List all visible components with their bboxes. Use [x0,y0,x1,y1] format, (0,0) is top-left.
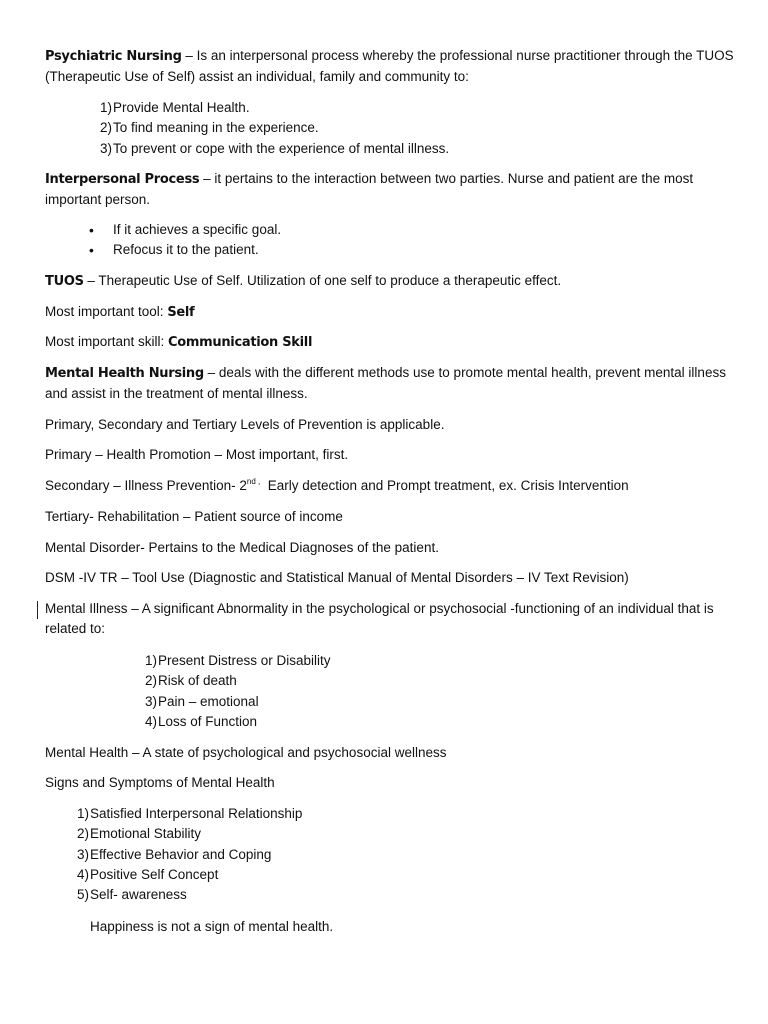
bullet-icon: • [89,242,94,259]
mental-disorder: Mental Disorder- Pertains to the Medical Diagnoses of the patient. [45,540,439,555]
psychiatric-nursing-list [88,98,449,159]
secondary-prevention: Secondary – Illness Prevention- $2^{nd ,}$ Early detection and Prompt treatment, ex. Crisis Intervention [45,477,629,493]
interpersonal-process-paragraph [45,169,735,210]
list-number: 4) [144,713,157,729]
primary-prevention: Primary – Health Promotion – Most important, first. [45,447,349,462]
list-item: 4) Positive Self Concept [65,865,302,885]
psychiatric-nursing-definition: – Is an interpersonal process whereby the professional nurse practitioner through the TUOS (Therapeutic Use of Self) assist an individual, family and community to: [45,48,734,84]
list-number: 5) [76,887,89,903]
list-item: 2) Emotional Stability [65,824,302,844]
mental-health-nursing-term: Mental Health Nursing [45,366,204,381]
interpersonal-process-term: Interpersonal Process [45,172,200,187]
list-item: 3) To prevent or cope with the experience of mental illness. [88,139,449,159]
list-item: 3) Pain – emotional [133,692,331,712]
list-item: • If it achieves a specific goal. [89,222,282,238]
list-item: 2) To find meaning in the experience. [88,118,449,138]
list-item: 4) Loss of Function [133,712,331,732]
mental-health-nursing-paragraph [45,363,735,404]
list-item: 1) Provide Mental Health. [88,98,449,118]
list-number: 2) [99,120,112,136]
interpersonal-process-definition: – it pertains to the interaction between two parties. Nurse and patient are the most important person. [45,171,694,207]
interpersonal-process-bullets [88,220,281,261]
list-number: 3) [99,140,112,156]
list-number: 1) [144,653,157,668]
tool-value: Self [167,305,195,320]
list-item: 5) Self- awareness [65,885,302,905]
mental-health-definition: Mental Health – A state of psychological and psychosocial wellness [45,745,447,760]
list-number: 2) [76,826,89,842]
list-item: 2) Risk of death [133,671,331,691]
mental-health-nursing-definition: – deals with the different methods use to promote mental health, prevent mental illness and assist in the treatment of mental illness. [45,365,726,401]
most-important-tool: Most important tool: Self [45,304,195,320]
levels-of-prevention: Primary, Secondary and Tertiary Levels of Prevention is applicable. [45,417,445,432]
list-item: 1) Present Distress or Disability [133,651,331,671]
list-number: 1) [76,806,89,821]
tuos-definition: – Therapeutic Use of Self. Utilization of one self to produce a therapeutic effect. [83,273,562,288]
psychiatric-nursing-paragraph [45,46,735,87]
psychiatric-nursing-term: Psychiatric Nursing [45,49,182,64]
list-item: 1) Satisfied Interpersonal Relationship [65,804,302,824]
skill-value: Communication Skill [168,335,313,350]
tuos-paragraph [45,271,735,292]
tuos-term: TUOS [45,274,84,289]
list-number: 1) [99,100,112,115]
mental-illness-paragraph: Mental Illness – A significant Abnormality in the psychological or psychosocial -functioning of an individual that is related to: [45,601,714,636]
list-number: 2) [144,673,157,689]
signs-heading: Signs and Symptoms of Mental Health [45,775,275,790]
list-item: 3) Effective Behavior and Coping [65,845,302,865]
text-cursor [37,601,38,619]
list-number: 3) [144,693,157,709]
signs-list [65,804,302,905]
bullet-icon: • [89,222,94,238]
list-number: 3) [76,846,89,862]
happiness-note: Happiness is not a sign of mental health. [90,919,334,934]
mental-illness-list [133,651,331,732]
dsm-iv-tr: DSM -IV TR – Tool Use (Diagnostic and Statistical Manual of Mental Disorders – IV Text Revision) [45,570,629,585]
list-number: 4) [76,866,89,882]
most-important-skill: Most important skill: Communication Skill [45,334,313,350]
list-item: • Refocus it to the patient. [89,242,259,259]
tertiary-prevention: Tertiary- Rehabilitation – Patient source of income [45,509,343,524]
